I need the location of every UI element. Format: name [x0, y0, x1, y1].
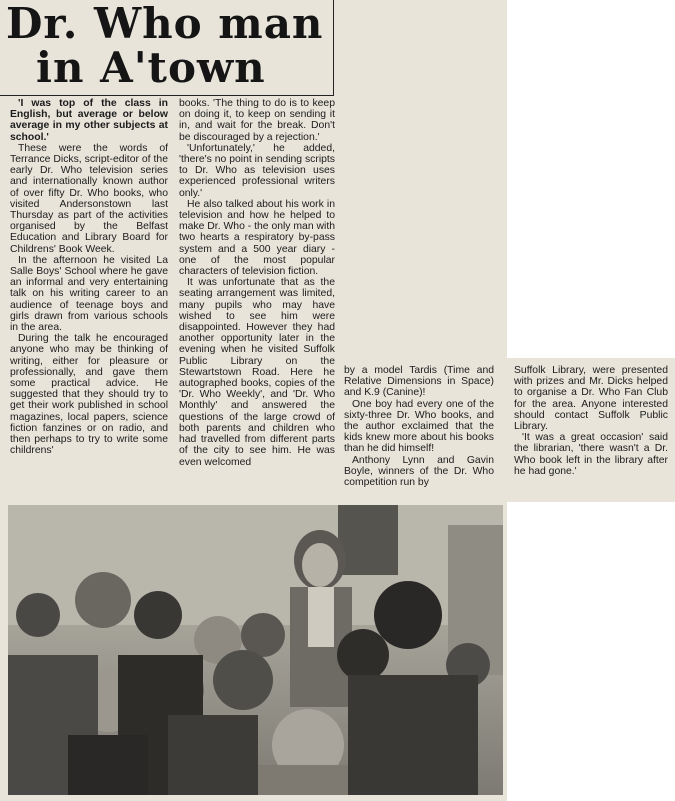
man-with-children-photo — [8, 505, 503, 795]
article-column-3 — [344, 365, 494, 488]
paragraph: During the talk he encouraged anyone who may be thinking of writing, either for pleasure or professionally, and gave them some practical advice. He suggested that they should try to get their work published in school magazines, local papers, science fiction fanzines or on radio, and then perhaps to try to write some childrens' — [10, 333, 168, 457]
article-column-2 — [179, 98, 335, 468]
headline-border-bottom — [0, 95, 334, 96]
paragraph: He also talked about his work in television and how he helped to make Dr. Who - the only man with two hearts a respiratory by-pass system and a 500 year diary - one of the most popular characters of television fiction. — [179, 198, 335, 278]
paragraph: Suffolk Library, were presented with prizes and Mr. Dicks helped to organise a Dr. Who Fan Club for the area. Anyone interested should contact Suffolk Public Library. — [514, 365, 668, 433]
paragraph: In the afternoon he visited La Salle Boys' School where he gave an informal and very entertaining talk on his writing career to an audience of teenage boys and girls drawn from various schools in the area. — [10, 254, 168, 334]
paragraph: books. 'The thing to do is to keep on doing it, to keep on sending it in, and wait for the break. Don't be discouraged by a rejection.' — [179, 98, 335, 143]
paragraph: One boy had every one of the sixty-three Dr. Who books, and the author exclaimed that the kids knew more about his books than he did himself! — [344, 398, 494, 455]
paragraph: These were the words of Terrance Dicks, script-editor of the early Dr. Who television series and internationally known author of over fifty Dr. Who books, who visited Andersonstown last Thursday as part of the activities organised by the Belfast Education and Library Board for Childrens' Book Week. — [10, 142, 168, 255]
paragraph: Anthony Lynn and Gavin Boyle, winners of the Dr. Who competition run by — [344, 454, 494, 489]
article-column-1 — [10, 98, 168, 457]
paragraph: 'Unfortunately,' he added, 'there's no point in sending scripts to Dr. Who as television uses experienced professional writers only.' — [179, 142, 335, 199]
headline-line-1: Dr. Who man — [6, 0, 324, 48]
photo-illustration — [8, 505, 503, 795]
paragraph: 'It was a great occasion' said the librarian, 'there wasn't a Dr. Who book left in the library after he had gone.' — [514, 432, 668, 477]
lead-quote: 'I was top of the class in English, but average or below average in my other subjects at school.' — [10, 98, 168, 143]
headline — [6, 2, 332, 90]
paragraph: by a model Tardis (Time and Relative Dimensions in Space) and K.9 (Canine)! — [344, 365, 494, 399]
headline-border-right — [333, 0, 334, 96]
paragraph: It was unfortunate that as the seating arrangement was limited, many pupils who may have wished to see him were disappointed. However they had another opportunity later in the evening when he visited Suffolk Public Library on the Stewartstown Road. Here he autographed books, copies of the 'Dr. Who Weekly', and 'Dr. Who Monthly' and answered the questions of the large crowd of both parents and children who had travelled from different parts of the city to see him. He was even welcomed — [179, 277, 335, 468]
article-column-4 — [514, 365, 668, 477]
headline-line-2: in A'town — [36, 43, 266, 92]
